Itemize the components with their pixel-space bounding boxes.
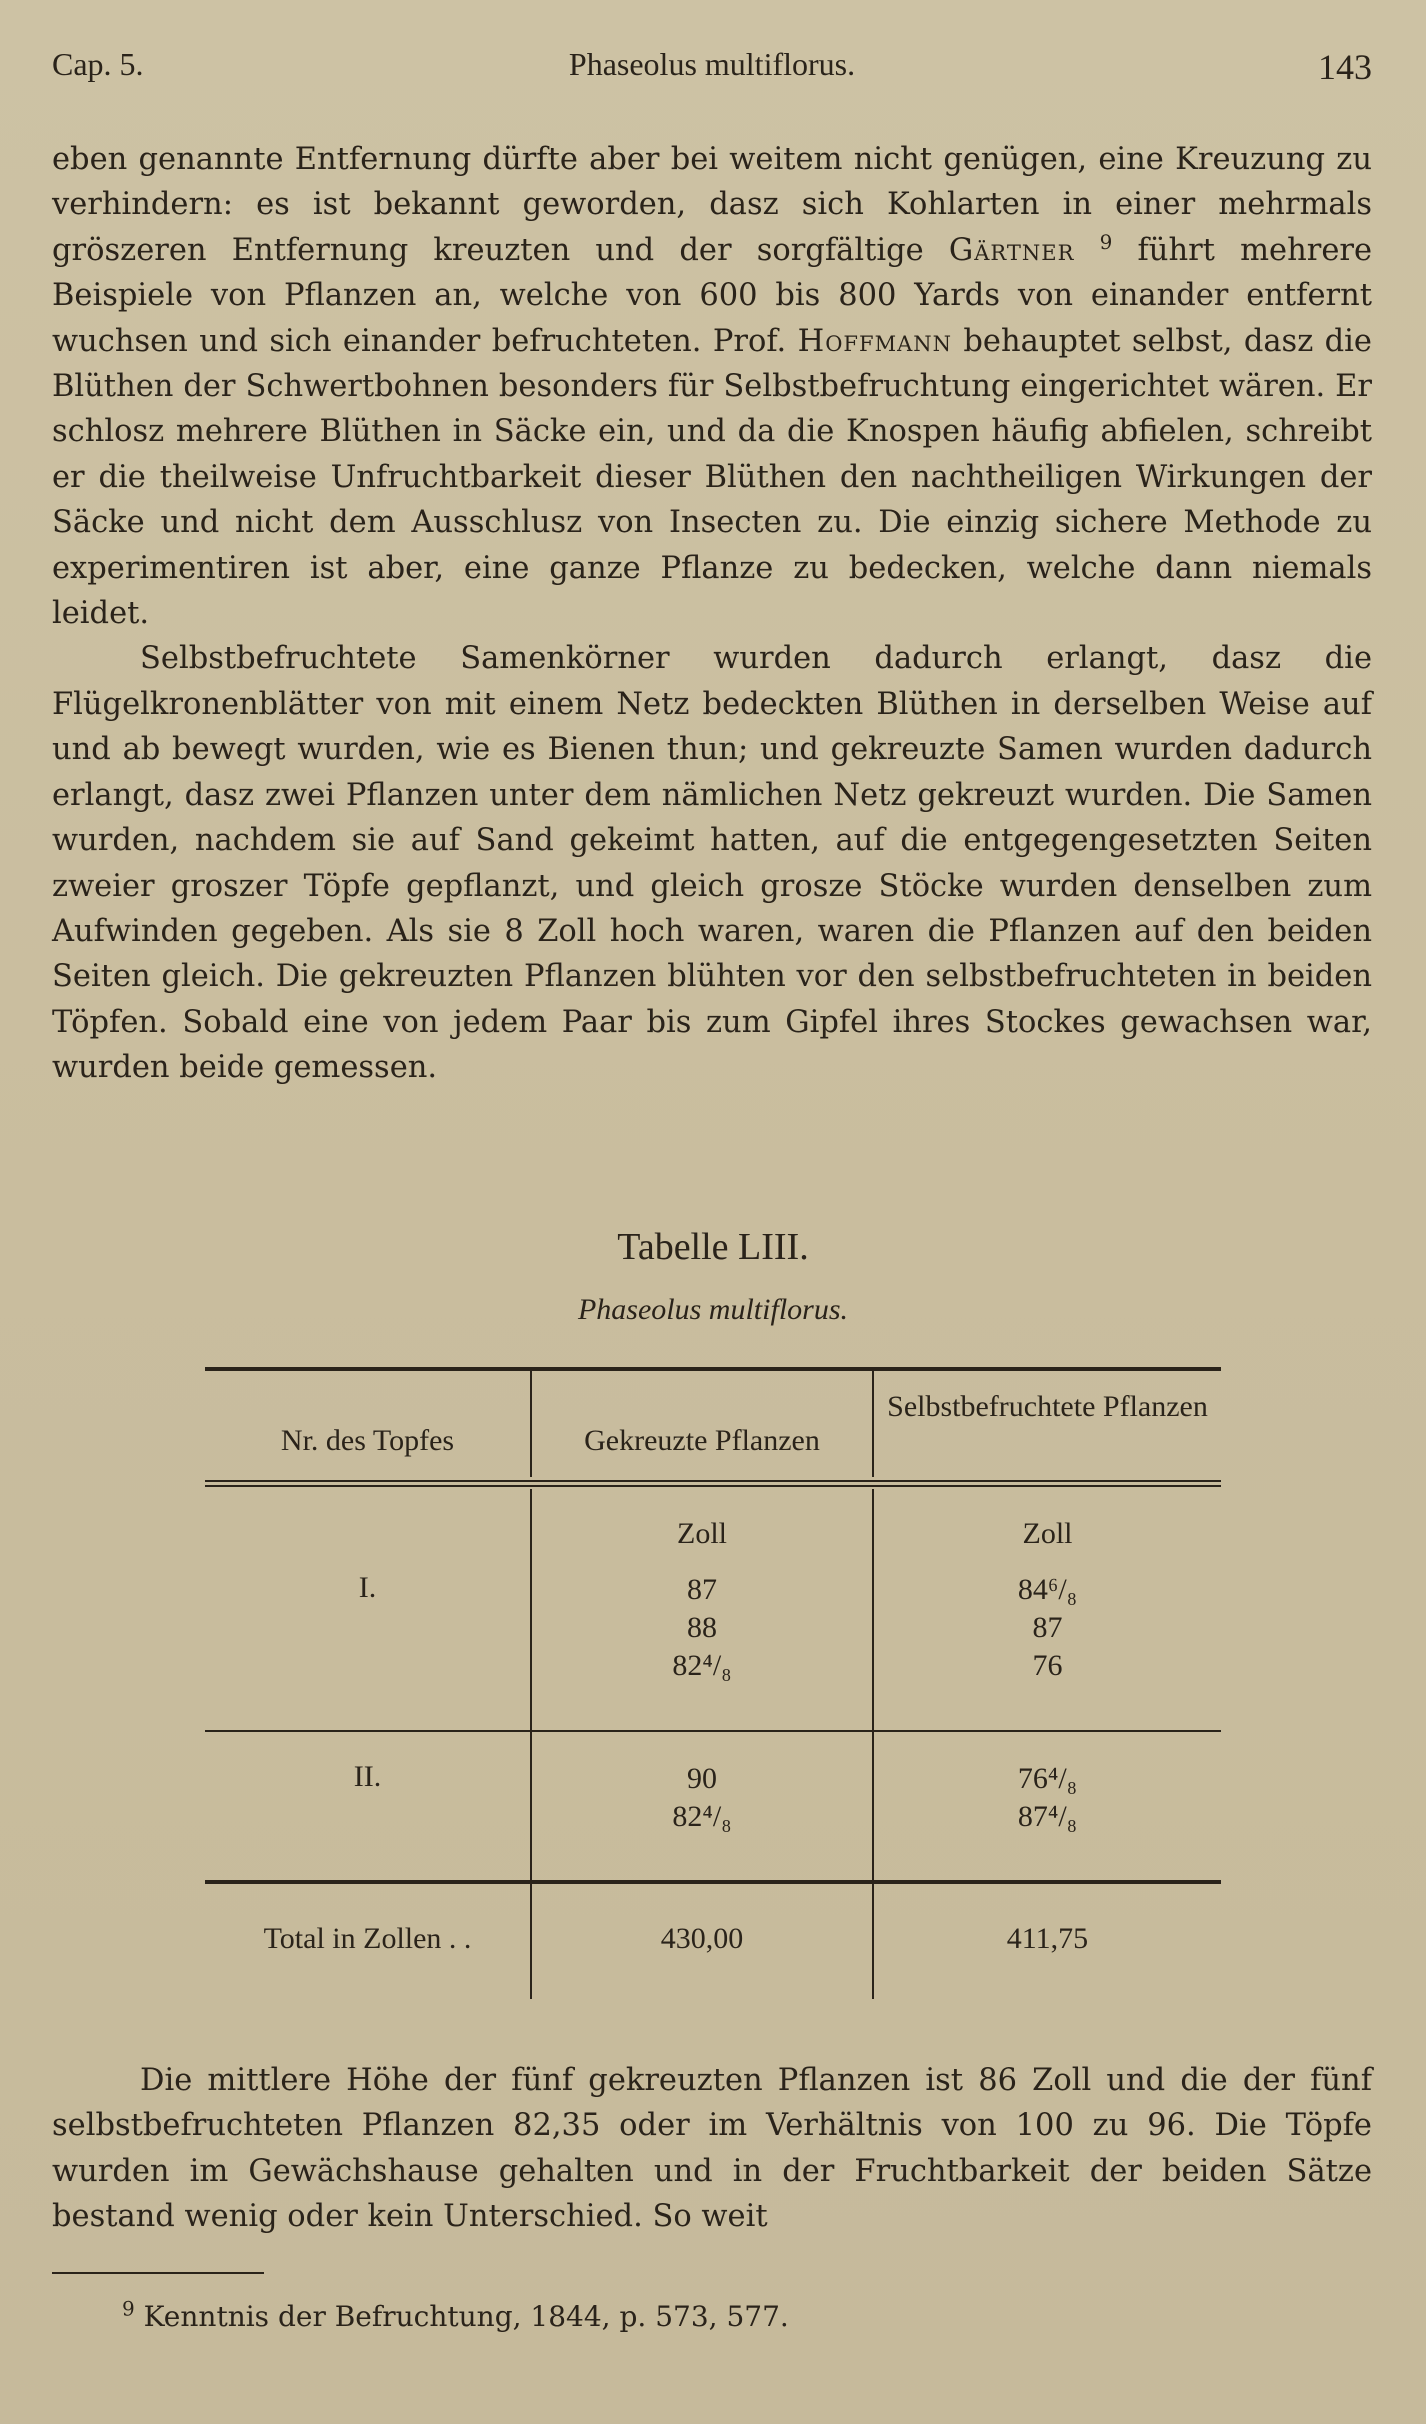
crossed-value: 82⁴/₈ bbox=[672, 1649, 732, 1682]
header-pot: Nr. des Topfes bbox=[280, 1424, 455, 1457]
running-title: Phaseolus multiflorus. bbox=[568, 46, 856, 82]
total-self: 411,75 bbox=[1006, 1922, 1089, 1955]
total-label: Total in Zollen . . bbox=[263, 1922, 472, 1955]
self-value: 87 bbox=[1032, 1611, 1063, 1644]
footnote-text: Kenntnis der Befruchtung, 1844, p. 573, 577. bbox=[143, 2300, 789, 2333]
total-rule bbox=[205, 1880, 1221, 1884]
text-run: führt mehrere Beispiele von Pflanzen an, welche von 600 bis 800 Yards von einander entfernt wuchsen und sich einander befruchteten. Prof. bbox=[52, 232, 1373, 359]
header-divider-2 bbox=[872, 1371, 874, 1477]
pot-1-label: I. bbox=[358, 1571, 377, 1604]
pot-2-label: II. bbox=[353, 1760, 382, 1793]
footnote-mark: 9 bbox=[122, 2296, 135, 2321]
unit-self: Zoll bbox=[1022, 1517, 1073, 1550]
header-divider-1 bbox=[530, 1371, 532, 1477]
pot-1-self bbox=[874, 1571, 1221, 1685]
pot-1-crossed bbox=[532, 1571, 872, 1685]
header-rule-1 bbox=[205, 1480, 1221, 1482]
main-text-continued bbox=[52, 2058, 1372, 2240]
crossed-value: 82⁴/₈ bbox=[672, 1800, 732, 1833]
running-header bbox=[52, 46, 1372, 96]
data-table bbox=[205, 1367, 1221, 2002]
pot-2-crossed bbox=[532, 1760, 872, 1836]
crossed-value: 87 bbox=[687, 1573, 717, 1606]
self-value: 84⁶/₈ bbox=[1017, 1573, 1078, 1606]
main-text bbox=[52, 137, 1372, 1091]
crossed-value: 90 bbox=[687, 1762, 717, 1795]
self-value: 87⁴/₈ bbox=[1017, 1800, 1078, 1833]
footnote bbox=[122, 2296, 789, 2333]
footnote-reference: 9 bbox=[1099, 229, 1113, 254]
footnote-rule bbox=[52, 2272, 264, 2274]
paragraph-1 bbox=[52, 137, 1372, 636]
total-crossed: 430,00 bbox=[660, 1922, 744, 1955]
chapter-label: Cap. 5. bbox=[52, 46, 144, 82]
paragraph-3: Die mittlere Höhe der fünf gekreuzten Pflanzen ist 86 Zoll und die der fünf selbstbefruchteten Pflanzen 82,35 oder im Verhältnis von 100 zu 96. Die Töpfe wurden im Gewächshause gehalten und in der Fruchtbarkeit der beiden Sätze bestand wenig oder kein Unterschied. So weit bbox=[52, 2063, 1372, 2235]
header-rule-2 bbox=[205, 1485, 1221, 1487]
row-separator bbox=[205, 1730, 1221, 1732]
unit-crossed: Zoll bbox=[677, 1517, 727, 1550]
text-run: eben genannte Entfernung dürfte aber bei weitem nicht genügen, eine Kreuzung zu verhindern: es ist bekannt geworden, dasz sich Kohlarten in einer mehrmals gröszeren Entfernung kreuzten und der sorgfältige bbox=[52, 142, 1372, 268]
pot-2-self bbox=[874, 1760, 1221, 1836]
self-value: 76⁴/₈ bbox=[1017, 1762, 1078, 1795]
header-self: Selbstbefruchtete Pflanzen bbox=[887, 1390, 1208, 1423]
page-number: 143 bbox=[1318, 47, 1372, 87]
author-name-gaertner: Gärtner bbox=[948, 232, 1075, 268]
table-top-rule bbox=[205, 1367, 1221, 1371]
crossed-value: 88 bbox=[687, 1611, 717, 1644]
paragraph-2: Selbstbefruchtete Samenkörner wurden dadurch erlangt, dasz die Flügelkronenblätter von mit einem Netz bedeckten Blüthen in derselben Weise auf und ab bewegt wurden, wie es Bienen thun; und gekreuzte Samen wurden dadurch erlangt, dasz zwei Pflanzen unter dem nämlichen Netz gekreuzt wurden. Die Samen wurden, nachdem sie auf Sand gekeimt hatten, auf die entgegengesetzten Seiten zweier groszer Töpfe gepflanzt, und gleich grosze Stöcke wurden denselben zum Aufwinden gegeben. Als sie 8 Zoll hoch waren, waren die Pflanzen auf den beiden Seiten gleich. Die gekreuzten Pflanzen blühten vor den selbstbefruchteten in beiden Töpfen. Sobald eine von jedem Paar bis zum Gipfel ihres Stockes gewachsen war, wurden beide gemessen. bbox=[52, 641, 1372, 1086]
table-title: Tabelle LIII. bbox=[617, 1226, 809, 1268]
text-run: behauptet selbst, dasz die Blüthen der Schwertbohnen besonders für Selbstbefruchtung eingerichtet wären. Er schlosz mehrere Blüthen in Säcke ein, und da die Knospen häufig abfielen, schreibt er die theilweise Unfruchtbarkeit dieser Blüthen den nachtheiligen Wirkungen der Säcke und nicht dem Ausschlusz von Insecten zu. Die einzig sichere Methode zu experimentiren ist aber, eine ganze Pflanze zu bedecken, welche dann niemals leidet. bbox=[52, 323, 1372, 632]
header-crossed: Gekreuzte Pflanzen bbox=[584, 1424, 820, 1457]
table-subtitle: Phaseolus multiflorus. bbox=[577, 1293, 848, 1326]
author-name-hoffmann: Hoffmann bbox=[797, 323, 952, 359]
self-value: 76 bbox=[1032, 1649, 1063, 1682]
